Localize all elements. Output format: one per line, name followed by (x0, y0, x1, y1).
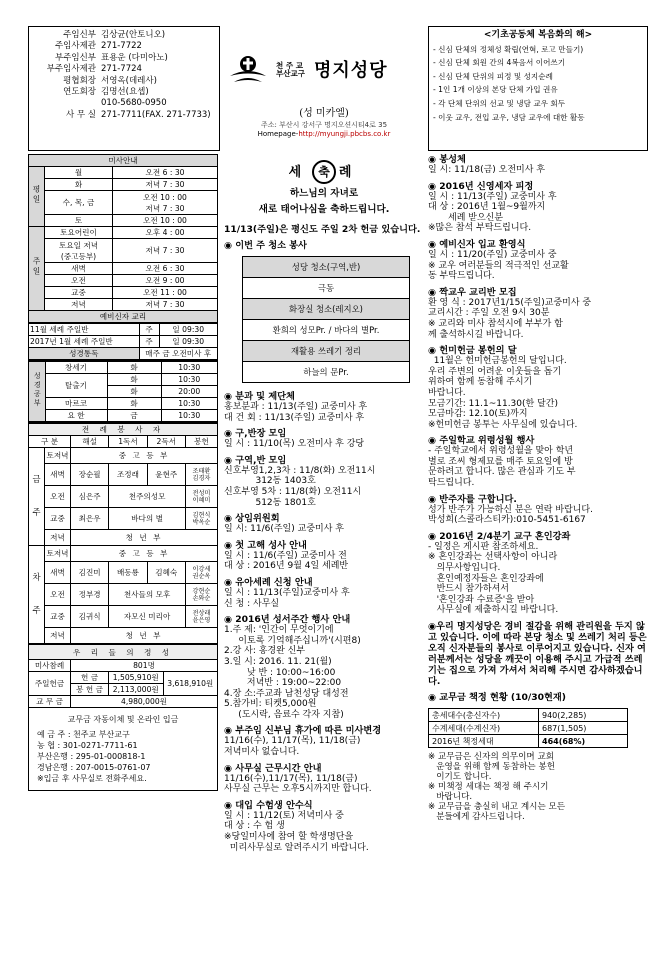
sunday-label: 주일 (29, 227, 45, 311)
prep-title: 예비신자 교리 (29, 311, 218, 323)
notice-section: ◉ 교무금 책정 현황 (10/30현재) (428, 692, 567, 703)
server-row: 교중 김귀식 자모신 미리아 전상래 윤은영 (29, 606, 218, 628)
notice-section: ◉ 분과 및 제단체 홍보분과 : 11/13(주일) 교중미사 후 대 건 회 : 11/13(주일) 교중미사 후 (224, 391, 368, 423)
year-plan-item: - 각 단체 단위의 선교 및 냉담 교우 회두 (433, 98, 566, 108)
cleaning-row: 하늘의 문Pr. (243, 362, 410, 383)
cleaning-row: 화장실 청소(레지오) (243, 299, 410, 320)
prep-row: 11월 세례 주일반 주 일 09:30 (29, 324, 217, 336)
notice-section: ◉ 헌미헌금 봉헌의 달 11월은 헌미헌금봉헌의 달입니다. 우리 주변의 어려운 이웃들을 돕기 위하여 함께 동참해 주시기 바랍니다. 모금기간: 11.1~11.30(한 달간) 모금마감: 12.10(토)까지 ※헌미헌금 봉투는 사무실에 있습니다. (428, 345, 578, 430)
account-line: 부산은행 : 295-01-000818-1 (37, 752, 146, 761)
parish-title: 명지성당 (314, 60, 388, 81)
status-row: 수계세대(수계신자) 687(1,505) (429, 722, 628, 735)
year-plan-item: - 신심 단체의 정체성 확립(연혁, 로고 만들기) (433, 44, 584, 54)
clergy-info (28, 26, 220, 151)
mass-row: 오전 오전 9 : 00 (29, 275, 218, 287)
mass-row: 저녁 저녁 7 : 30 (29, 299, 218, 311)
clergy-row: 주임신부 김상균(안토니오) (63, 30, 166, 40)
notice-section: ◉ 사무실 근무시간 안내 11/16(수),11/17(목), 11/18(금) 사무실 근무는 오후5시까지만 합니다. (224, 762, 372, 795)
year-plan-item: - 신심 단체 단위의 피정 및 성지순례 (433, 71, 553, 81)
server-row: 오전 정부경 천사들의 모후 강현순 손와순 (29, 584, 218, 606)
mass-row: 평일 월 오전 6 : 30 (29, 167, 218, 179)
middle-column (224, 154, 424, 858)
cleaning-row: 성당 청소(구역,반) (243, 257, 410, 278)
notice-section: ◉ 구,반장 모임 일 시 : 11/10(목) 오전미사 후 강당 (224, 428, 365, 450)
parish-address: 주소: 부산시 강서구 명지오션시티4로 35 (260, 121, 388, 129)
clergy-row: 사 무 실 271-7711(FAX. 271-7733) (65, 109, 211, 120)
server-row: 새벽 장순필 조정래 윤현주 조태환 김경자 (29, 464, 218, 486)
patron-saint: (성 미카엘) (299, 108, 349, 119)
status-note: ※ 미책정 세대는 책정 해 주시기 (428, 782, 549, 792)
notice-section: ◉우리 명지성당은 경비 절감을 위해 관리원을 두지 않고 있습니다. 이에 따라 본당 청소 및 쓰레기 처리 등은 오직 신자분들의 봉사로 이루어지고 있습니다. 신자 여러분께서는 성당을 깨끗이 이용해 주시고 가급적 쓰레기는 집으로 가져 가셔서 처리해 주시면 감사하겠습니다. (428, 621, 647, 687)
prep-row: 2017년 1월 세례 주일반 주 일 09:30 (29, 336, 217, 348)
notice-section: ◉ 첫 고해 성사 안내 일 시 : 11/6(주일) 교중미사 전 대 상 : 2016년 9월 4일 세례반 (224, 539, 349, 572)
baptism-congrats: 세 축 례 하느님의 자녀로 새로 태어나심을 축하드립니다. (224, 160, 424, 216)
mass-row: 새벽 오전 6 : 30 (29, 263, 218, 275)
notice-section: ◉ 예비신자 입교 환영식 일 시 : 11/20(주일) 교중미사 중 ※ 교우 여러분들의 적극적인 선교활 동 부탁드립니다. (428, 238, 569, 282)
year-plan-item: - 1인 1개 이상의 본당 단체 가입 권유 (433, 85, 558, 95)
notice-section: ◉ 짝교우 교리반 모집 환 영 식 : 2017년1/15(주일)교중미사 중 교리시간 : 주일 오전 9시 30분 ※ 교리와 미사 참석시에 부부가 함 께 출석하시길 바랍니다. (428, 286, 592, 340)
homepage-link[interactable]: Homepage-http://myungji.pbcbs.co.kr (257, 130, 391, 138)
status-note: 이기도 합니다. (428, 772, 492, 782)
status-note: 분들에게 감사드립니다. (428, 812, 525, 822)
diocese-name: 천 주 교 부산교구 (276, 61, 305, 78)
notice-section: ◉ 주일학교 위령성월 행사 - 주일학교에서 위령성월을 맞아 학년 별로 조씨 형제묘를 매주 토요일에 방 문하려고 합니다. 많은 관심과 기도 부 탁드립니다. (428, 435, 576, 489)
year-plan-item: - 이웃 교우, 전입 교우, 냉담 교우에 대한 활동 (433, 112, 585, 122)
notice-section: ◉ 반주자를 구합니다. 성가 반주가 가능하신 분은 연락 바랍니다. 박성희(스콜라스티카):010-5451-6167 (428, 493, 593, 526)
server-row: 오전 심은주 천주의성모 전성미 이혜미 (29, 486, 218, 508)
server-row: 새벽 김진미 배동룡 김혜숙 이강세 권순옥 (29, 562, 218, 584)
notice-section: ◉ 이번 주 청소 봉사 (224, 240, 307, 251)
bible-row: 탈출기 화 10:30 (29, 374, 217, 386)
week-label: 금 주 (29, 448, 45, 546)
notice-section: ◉ 대입 수험생 안수식 일 시 : 11/12(토) 저녁미사 중 대 상 : 수 험 생 ※당일미사에 참여 할 학생명단을 미리사무실로 알려주시기 바랍니다. (224, 799, 369, 853)
servers-title: 전 례 봉 사 자 (29, 424, 218, 436)
tithe-status-table (428, 708, 628, 748)
mass-row: 수, 목, 금 오전 10 : 00 저녁 7 : 30 (29, 191, 218, 215)
status-note: ※ 교무금은 신자의 의무이며 교회 (428, 752, 555, 762)
clergy-row: 부주임신부 표용운 (다미아노) (54, 52, 168, 63)
year-plan-item: - 신심 단체 회원 간의 4복음서 이어쓰기 (433, 58, 566, 68)
mass-row: 토요일 저녁 (중고등부) 저녁 7 : 30 (29, 239, 218, 263)
status-row: 총세대수(총신자수) 940(2,285) (429, 709, 628, 722)
left-column (28, 154, 218, 791)
cleaning-row: 환희의 성모Pr. / 바다의 별Pr. (243, 320, 410, 341)
server-row: 금 주 토저녁 중 고 등 부 (29, 448, 218, 464)
server-row: 교중 최은우 바다의 별 김현식 박옥순 (29, 508, 218, 530)
notice-section: ◉ 상임위원회 일 시: 11/6(주일) 교중미사 후 (224, 513, 344, 535)
status-row: 2016년 책정세대 464(68%) (429, 735, 628, 748)
celebrate-circle-icon: 축 (312, 160, 336, 184)
week-label: 차 주 (29, 546, 45, 644)
clergy-row: 연도회장 김명선(요셉) (63, 87, 149, 98)
parish-header (224, 26, 424, 151)
year-plan (428, 26, 648, 151)
clergy-row: 주임사제관 271-7722 (54, 41, 142, 52)
account-line: 농 협 : 301-0271-7711-61 (37, 741, 138, 750)
mass-row: 토 오전 10 : 00 (29, 215, 218, 227)
year-plan-title: <기초공동체 복음화의 해> (483, 30, 593, 40)
bible-row: 화 20:00 (29, 386, 217, 398)
account-line: 예 금 주 : 천주교 부산교구 (37, 730, 130, 739)
status-note: 운영을 위해 함께 동참하는 봉헌 (428, 762, 556, 772)
notice-section: ◉ 2016년 2/4분기 교구 혼인강좌 - 일정은 게시판 참조하세요. ※ 혼인강좌는 선택사항이 아니라 의무사항입니다. 혼인예정자들은 혼인강좌에 반드시 참가하셔서 '혼인강좌 수료증'을 받아 사무실에 제출하시길 바랍니다. (428, 530, 571, 616)
notice-section: 11/13(주일)은 평신도 주일 2차 헌금 있습니다. (224, 224, 421, 235)
clergy-row: 부주임사제관 271-7724 (46, 64, 142, 75)
offering-title: 우 리 들 의 정 성 (29, 645, 218, 660)
notice-section: ◉ 구역,반 모임 신호부영1,2,3차 : 11/8(화) 오전11시 312동 1403호 신호부영 5차 : 11/8(화) 오전11시 512동 1801호 (224, 454, 376, 508)
bible-row: 마르코 화 10:30 (29, 398, 217, 410)
cleaning-table (242, 256, 410, 383)
account-line: 교무금 자동이체 및 온라인 입금 (67, 715, 179, 724)
account-info (28, 708, 218, 791)
notice-section: ◉ 부주임 신부님 휴가에 따른 미사변경 11/16(수), 11/17(목), 11/18(금) 저녁미사 없습니다. (224, 725, 382, 758)
mass-title: 미사안내 (29, 155, 218, 167)
server-row: 차 주 토저녁 중 고 등 부 (29, 546, 218, 562)
clergy-row: 010-5680-0950 (101, 98, 167, 109)
account-line: ※입금 후 사무실로 전화주세요. (37, 774, 147, 783)
bible-row: 성경공부 창세기 화 10:30 (29, 362, 217, 374)
server-row: 저녁 청 년 부 (29, 530, 218, 546)
weekday-label: 평일 (29, 167, 45, 227)
bible-row: 요 한 금 10:30 (29, 410, 217, 422)
notice-section: ◉ 봉성체 일 시: 11/18(금) 오전미사 후 (428, 154, 545, 175)
status-note: ※ 교무금을 충실히 내고 계시는 모든 (428, 802, 566, 812)
mass-schedule-table: 미사안내 평일 월 오전 6 : 30 화 저녁 7 : 30 수, 목, 금 오전 10 : 00 저녁 7 : 30 토 오전 10 : 00 주일 토요어린이 오후 4 : 00 토요일 저녁 (중고등부) 저녁 7 : 30 새벽 오전 6 : 30 오전 오전 9 : 00 교중 오전 11 : 00 저녁 저녁 7 : 30 예비신자 교리 11월 세례 주일반 주 일 09:30 2017년 1월 세례 주일반 주 일 09:30 성경통독 매주 금 오전미사 후 성경공부 창세기 화 10:30 탈출기 화 10:30 화 20:00 마르코 화 10:30 요 한 금 10:30 (28, 154, 218, 423)
mass-row: 주일 토요어린이 오후 4 : 00 (29, 227, 218, 239)
mass-row: 교중 오전 11 : 00 (29, 287, 218, 299)
server-row: 저녁 청 년 부 (29, 628, 218, 644)
status-note: 바랍니다. (428, 792, 473, 802)
servers-table: 전 례 봉 사 자 구 분 해설 1독서 2독서 봉헌 금 주 토저녁 중 고 등 부 새벽 장순필 조정래 윤현주 조태환 김경자 오전 심은주 천주의성모 전성미 이혜미 교중 최은우 바다의 별 김현식 박옥순 저녁 청 년 부 차 주 토저녁 중 고 등 부 새벽 김진미 배동룡 김혜숙 이강세 권순옥 오전 정부경 천사들의 모후 강현순 손와순 교중 김귀식 자모신 미리아 전상래 윤은영 저녁 청 년 부 (28, 423, 218, 644)
notice-section: ◉ 2016년 성서주간 행사 안내 1.주 제: '인간이 무엇이기에 이토록 기억해주십니까'(시편8) 2.강 사: 홍경완 신부 3.일 시: 2016. 11. 21(월) 낮 반 : 10:00~16:00 저녁반 : 19:00~22:00 4.장 소:주교좌 남천성당 대성전 5.참가비: 티켓5,000원 (도시락, 음료수 각자 지참) (224, 614, 361, 720)
notice-section: ◉ 2016년 신영세자 피정 일 시 : 11/13(주일) 교중미사 후 대 상 : 2016년 1월~9월까지 세례 받으신분 ※많은 참석 부탁드립니다. (428, 180, 557, 234)
diocese-logo-icon (228, 54, 268, 84)
clergy-row: 평협회장 서영옥(데레사) (63, 75, 157, 86)
cleaning-row: 극동 (243, 278, 410, 299)
cleaning-row: 재활용 쓰레기 정리 (243, 341, 410, 362)
offering-table: 우 리 들 의 정 성 미사참례 801명 주일헌금 헌 금 1,505,910원 3,618,910원 봉 헌 금 2,113,000원 교 무 금 4,980,000원 (28, 644, 218, 708)
mass-row: 화 저녁 7 : 30 (29, 179, 218, 191)
right-column (428, 154, 650, 822)
account-line: 경남은행 : 207-0015-0761-07 (37, 763, 151, 772)
notice-section: ◉ 유아세례 신청 안내 일 시 : 11/13(주일)교중미사 후 신 청 : 사무실 (224, 576, 350, 609)
